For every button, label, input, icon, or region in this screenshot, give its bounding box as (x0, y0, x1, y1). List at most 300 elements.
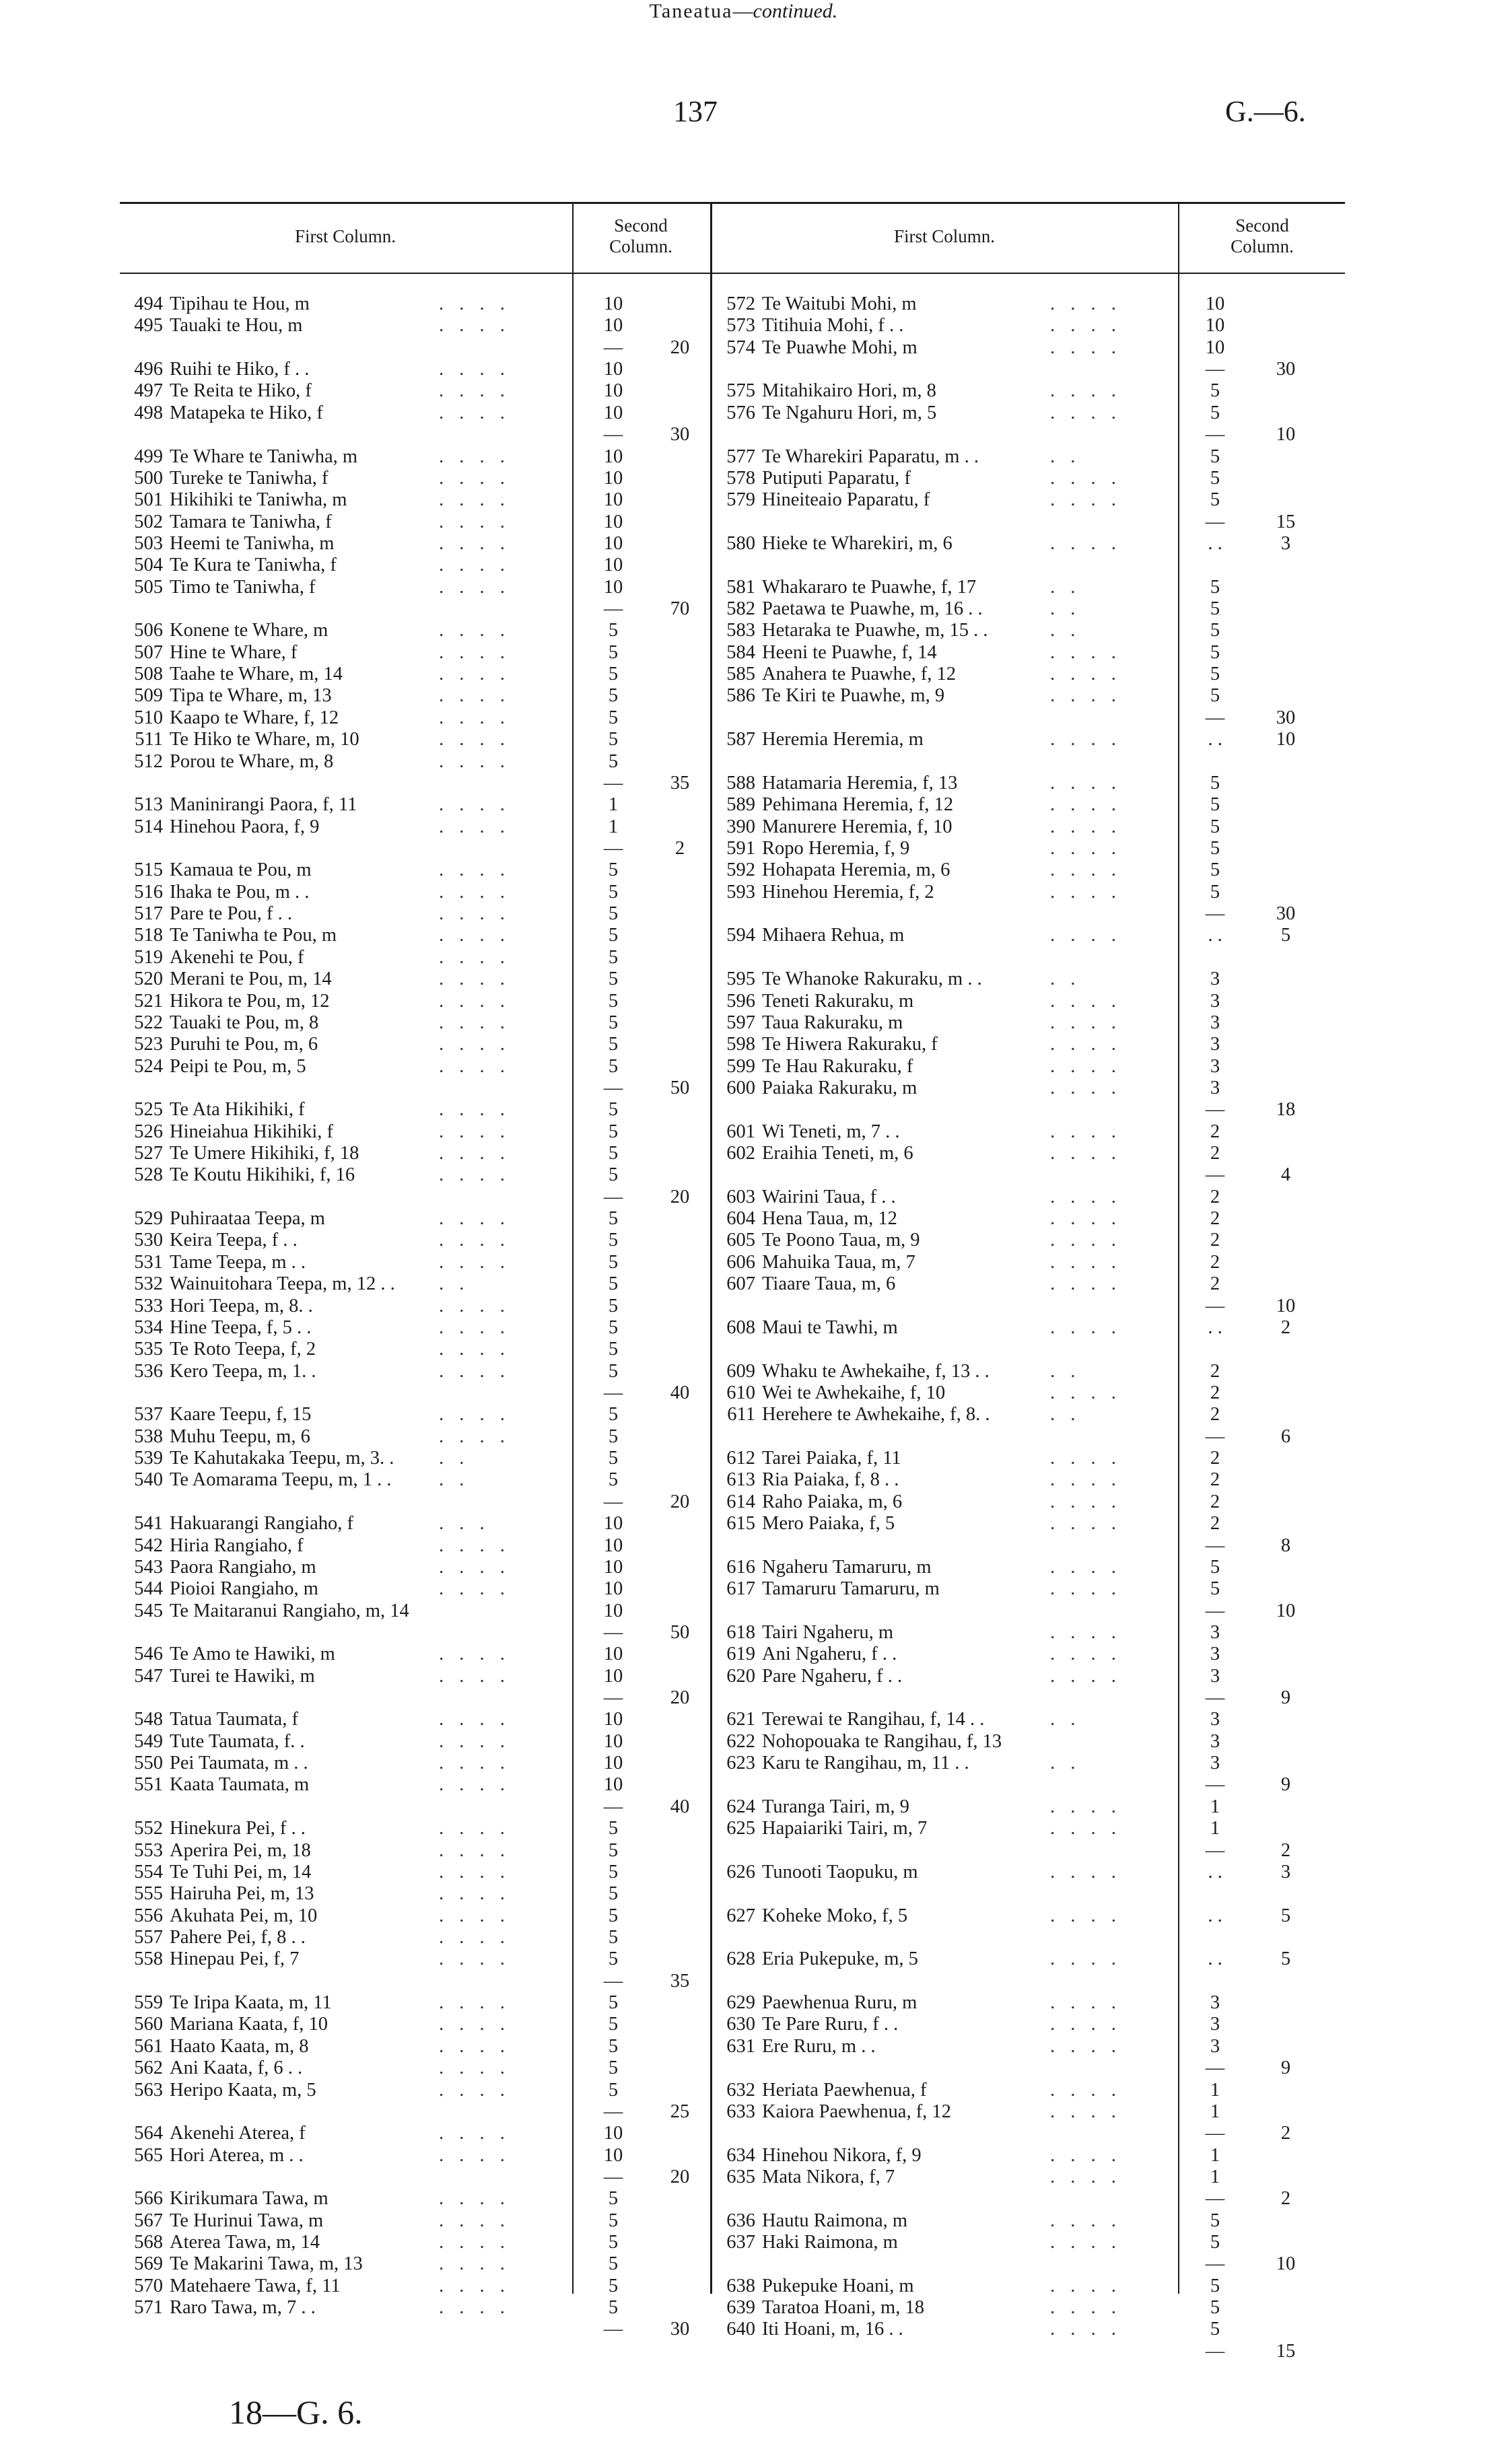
leader-dots: . . . . (1050, 2275, 1121, 2296)
entry-name: Aterea Tawa, m, 14 (170, 2232, 320, 2253)
first-column-value: 1 (608, 794, 619, 816)
table-row (714, 1208, 1313, 1230)
entry-name: Ngaheru Tamaruru, m (762, 1556, 932, 1578)
leader-dots: . . . . (439, 620, 510, 641)
subtotal-row (121, 838, 707, 859)
subtotal-row (121, 337, 707, 359)
entry-name: Kaare Teepu, f, 15 (170, 1404, 312, 1425)
leader-dots: . . . . (439, 2232, 510, 2253)
entry-number: 539 (134, 1448, 163, 1469)
first-column-value: 2 (1210, 1208, 1220, 1230)
entry-number: 602 (726, 1143, 755, 1164)
entry-name: Pukepuke Hoani, m (762, 2275, 914, 2296)
first-column-value: 5 (1210, 576, 1220, 598)
leader-dots: . . . . (439, 750, 510, 772)
entry-number: 495 (134, 315, 163, 337)
table-row (714, 1644, 1313, 1665)
entry-name: Ani Kaata, f, 6 . . (170, 2057, 303, 2079)
first-column-value: 5 (608, 1360, 619, 1382)
entry-name: Raho Paiaka, m, 6 (762, 1491, 903, 1512)
table-row (121, 1709, 707, 1730)
first-column-value: 10 (603, 402, 623, 423)
leader-dots: . . . . (439, 1753, 510, 1774)
first-column-value: 5 (608, 1425, 619, 1447)
entry-name: Puruhi te Pou, m, 6 (170, 1034, 318, 1055)
entry-number: 621 (726, 1709, 755, 1730)
leader-dots: . . . . (1050, 1273, 1121, 1295)
first-column-value: 5 (608, 2253, 619, 2275)
entry-number: 623 (726, 1753, 755, 1774)
first-column-value: . . (1208, 1905, 1222, 1926)
subtotal-row (714, 903, 1313, 925)
second-column-value: 2 (1280, 1839, 1291, 1861)
entry-name: Taratoa Hoani, m, 18 (762, 2297, 924, 2319)
spacer-row (714, 751, 1313, 773)
entry-name: Kamaua te Pou, m (170, 859, 312, 881)
first-column-value: 5 (1210, 2319, 1220, 2340)
second-column-value: 9 (1280, 1774, 1291, 1796)
leader-dots: . . . . (1050, 1513, 1121, 1535)
first-column-value: 3 (1210, 990, 1220, 1012)
entry-number: 631 (726, 2035, 755, 2057)
second-column-value: 5 (1280, 1948, 1291, 1970)
first-column-value: 5 (608, 925, 619, 946)
entry-number: 570 (134, 2275, 163, 2296)
entry-name: Hiria Rangiaho, f (170, 1535, 304, 1556)
subtotal-dash: — (603, 838, 623, 859)
entry-name: Whaku te Awhekaihe, f, 13 . . (762, 1360, 990, 1382)
leader-dots: . . . . (439, 729, 510, 750)
table-row (121, 1883, 707, 1905)
leader-dots: . . . . (1050, 2319, 1121, 2340)
entry-name: Mariana Kaata, f, 10 (170, 2014, 328, 2035)
table-row (121, 685, 707, 707)
entry-number: 519 (134, 946, 163, 968)
entry-number: 504 (134, 555, 163, 576)
leader-dots: . . . . (439, 990, 510, 1012)
table-row (121, 903, 707, 925)
second-column-value: 30 (670, 2319, 690, 2340)
entry-number: 586 (726, 685, 755, 707)
table-row (714, 1513, 1313, 1535)
leader-dots: . . . . (439, 446, 510, 467)
entry-name: Te Iripa Kaata, m, 11 (170, 1992, 332, 2014)
leader-dots: . . . . (1050, 1208, 1121, 1230)
table-row (714, 533, 1313, 555)
entry-number: 625 (726, 1818, 755, 1839)
entry-name: Raro Tawa, m, 7 . . (170, 2297, 316, 2319)
entry-name: Tatua Taumata, f (170, 1709, 298, 1730)
entry-name: Koheke Moko, f, 5 (762, 1905, 908, 1926)
second-column-value: 15 (1276, 511, 1296, 532)
table-row (714, 1469, 1313, 1491)
leader-dots: . . . (439, 1513, 490, 1535)
table-row (714, 1034, 1313, 1055)
entry-name: Paetawa te Puawhe, m, 16 . . (762, 598, 983, 620)
second-column-value: 2 (1280, 2188, 1291, 2210)
leader-dots: . . . . (439, 1644, 510, 1665)
second-column-value: 20 (670, 1186, 690, 1207)
entry-number: 509 (134, 685, 163, 707)
first-column-value: 10 (603, 293, 623, 314)
table-row (714, 794, 1313, 816)
leader-dots: . . . . (439, 685, 510, 707)
first-column-value: 5 (608, 664, 619, 685)
leader-dots: . . . . (439, 511, 510, 532)
spacer-row (714, 555, 1313, 576)
table-row (121, 707, 707, 729)
table-row (714, 1992, 1313, 2014)
table-row (714, 1557, 1313, 1578)
table-row (121, 1774, 707, 1796)
subtotal-row (714, 2057, 1313, 2079)
entry-number: 592 (726, 859, 755, 881)
first-column-value: 10 (603, 576, 623, 598)
left-second-header-line2: Column. (609, 236, 672, 256)
first-column-value: 5 (608, 1316, 619, 1338)
table-row (714, 1382, 1313, 1404)
first-column-value: 5 (608, 2188, 619, 2210)
entry-name: Kaapo te Whare, f, 12 (170, 707, 339, 728)
leader-dots: . . . . (439, 380, 510, 402)
leader-dots: . . . . (439, 1251, 510, 1273)
first-column-value: 5 (1210, 838, 1220, 859)
table-row (714, 816, 1313, 838)
entry-number: 499 (134, 446, 163, 467)
table-row (714, 1056, 1313, 1078)
table-row (121, 991, 707, 1012)
entry-name: Tiaare Taua, m, 6 (762, 1273, 896, 1295)
entry-name: Terewai te Rangihau, f, 14 . . (762, 1709, 985, 1730)
table-top-rule (120, 202, 1345, 204)
entry-name: Hautu Raimona, m (762, 2210, 908, 2231)
entry-number: 552 (134, 1818, 163, 1839)
first-column-value: 10 (603, 1774, 623, 1796)
first-column-value: 5 (608, 1448, 619, 1469)
entry-number: 569 (134, 2253, 163, 2275)
entry-number: 547 (134, 1665, 163, 1687)
first-column-value: 2 (1210, 1360, 1220, 1382)
entry-number: 581 (726, 576, 755, 598)
entry-number: 520 (134, 969, 163, 990)
leader-dots: . . . . (1050, 1644, 1121, 1665)
leader-dots: . . (1050, 576, 1081, 598)
entry-number: 593 (726, 881, 755, 903)
table-row (714, 446, 1313, 468)
first-column-value: 5 (608, 1251, 619, 1273)
table-row (714, 1731, 1313, 1753)
entry-name: Pehimana Heremia, f, 12 (762, 794, 954, 816)
table-row (121, 2123, 707, 2144)
entry-name: Tauaki te Hou, m (170, 315, 303, 337)
entry-name: Tureke te Taniwha, f (170, 467, 328, 489)
leader-dots: . . . . (1050, 925, 1121, 946)
first-column-value: 3 (1210, 1055, 1220, 1077)
entry-number: 571 (134, 2297, 163, 2319)
table-row (714, 1796, 1313, 1818)
second-column-value: 15 (1276, 2340, 1296, 2362)
table-row (121, 642, 707, 664)
table-row (121, 969, 707, 990)
first-column-value: 10 (603, 1600, 623, 1621)
entry-number: 584 (726, 641, 755, 663)
leader-dots: . . . . (439, 794, 510, 816)
leader-dots: . . . . (1050, 1905, 1121, 1926)
leader-dots: . . . . (1050, 2014, 1121, 2035)
first-column-value: 5 (608, 1404, 619, 1425)
leader-dots: . . . . (439, 1556, 510, 1578)
subtotal-row (714, 707, 1313, 729)
subtotal-row (121, 773, 707, 794)
entry-name: Tipihau te Hou, m (170, 293, 310, 314)
first-column-value: 5 (1210, 2275, 1220, 2296)
table-row (121, 1862, 707, 1883)
leader-dots: . . . . (1050, 685, 1121, 707)
leader-dots: . . . . (1050, 990, 1121, 1012)
page-number: 137 (673, 95, 718, 128)
first-column-value: 2 (1210, 1273, 1220, 1295)
leader-dots: . . . . (1050, 2166, 1121, 2187)
entry-number: 583 (726, 620, 755, 641)
entry-number: 566 (134, 2188, 163, 2210)
first-column-value: 5 (608, 2232, 619, 2253)
entry-name: Te Koutu Hikihiki, f, 16 (170, 1164, 355, 1186)
leader-dots: . . . . (439, 1709, 510, 1730)
leader-dots: . . (1050, 969, 1081, 990)
entry-name: Hine Teepa, f, 5 . . (170, 1316, 312, 1338)
first-column-value: 1 (1210, 1818, 1220, 1839)
leader-dots: . . . . (439, 2210, 510, 2231)
first-column-value: 5 (1210, 794, 1220, 816)
leader-dots: . . . . (439, 1665, 510, 1687)
first-column-value: 5 (608, 2275, 619, 2296)
leader-dots: . . . . (439, 1099, 510, 1121)
entry-number: 578 (726, 467, 755, 489)
subtotal-row (714, 1535, 1313, 1557)
table-row (714, 1905, 1313, 1927)
second-column-value: 18 (1276, 1099, 1296, 1121)
second-column-value: 10 (1276, 1295, 1296, 1316)
first-column-value: 3 (1210, 1992, 1220, 2014)
table-row (121, 402, 707, 424)
entry-number: 530 (134, 1230, 163, 1251)
subtotal-row (121, 1687, 707, 1709)
table-row (121, 1644, 707, 1665)
subtotal-dash: — (1205, 2340, 1225, 2362)
entry-name: Te Wharekiri Paparatu, m . . (762, 446, 979, 467)
subtotal-row (714, 1426, 1313, 1448)
first-column-value: 2 (1210, 1230, 1220, 1251)
second-column-value: 30 (1276, 903, 1296, 925)
subtotal-row (714, 1164, 1313, 1186)
table-row (121, 1164, 707, 1186)
leader-dots: . . . . (439, 1425, 510, 1447)
first-column-value: 5 (608, 1055, 619, 1077)
table-row (714, 337, 1313, 359)
entry-number: 506 (134, 620, 163, 641)
entry-name: Taahe te Whare, m, 14 (170, 664, 343, 685)
first-column-value: 3 (1210, 1012, 1220, 1033)
entry-name: Te Tuhi Pei, m, 14 (170, 1861, 312, 1882)
entry-number: 600 (726, 1077, 755, 1098)
first-column-value: 10 (603, 1644, 623, 1665)
second-column-value: 9 (1280, 1687, 1291, 1709)
leader-dots: . . . . (439, 1055, 510, 1077)
entry-number: 510 (134, 707, 163, 728)
table-row (714, 2101, 1313, 2123)
entry-number: 636 (726, 2210, 755, 2231)
leader-dots: . . . . (439, 1404, 510, 1425)
entry-number: 582 (726, 598, 755, 620)
document-reference: G.—6. (1225, 95, 1306, 128)
first-column-value: 5 (608, 2057, 619, 2079)
entry-name: Paiaka Rakuraku, m (762, 1077, 918, 1098)
second-column-value: 20 (670, 1491, 690, 1512)
first-column-value: 5 (608, 1273, 619, 1295)
entry-number: 494 (134, 293, 163, 314)
first-column-value: 5 (608, 1230, 619, 1251)
first-column-value: 5 (608, 620, 619, 641)
subtotal-dash: — (603, 1491, 623, 1512)
leader-dots: . . . . (439, 2275, 510, 2296)
table-row (714, 2319, 1313, 2340)
entry-name: Tunooti Taopuku, m (762, 1861, 918, 1882)
entry-name: Te Hiko te Whare, m, 10 (170, 729, 359, 750)
table-row (121, 947, 707, 969)
entry-name: Te Pare Ruru, f . . (762, 2014, 899, 2035)
entry-number: 617 (726, 1578, 755, 1600)
entry-number: 609 (726, 1360, 755, 1382)
entry-number: 598 (726, 1034, 755, 1055)
entry-name: Wi Teneti, m, 7 . . (762, 1121, 900, 1142)
leader-dots: . . . . (1050, 1012, 1121, 1033)
leader-dots: . . (1050, 620, 1081, 641)
leader-dots: . . . . (1050, 1491, 1121, 1512)
table-row (121, 1208, 707, 1230)
entry-name: Te Kiri te Puawhe, m, 9 (762, 685, 945, 707)
entry-number: 614 (726, 1491, 755, 1512)
first-column-value: 5 (608, 1164, 619, 1186)
table-row (714, 2232, 1313, 2253)
spacer-row (714, 1883, 1313, 1905)
second-column-value: 35 (670, 1970, 690, 1992)
second-column-value: 20 (670, 2166, 690, 2187)
leader-dots: . . . . (439, 1012, 510, 1033)
first-column-value: 5 (608, 750, 619, 772)
first-column-value: 5 (608, 2014, 619, 2035)
first-column-value: 5 (1210, 881, 1220, 903)
entry-number: 543 (134, 1556, 163, 1578)
table-row (121, 1535, 707, 1557)
first-column-value: 5 (1210, 489, 1220, 511)
first-column-value: 2 (1210, 1143, 1220, 1164)
entry-name: Pahere Pei, f, 8 . . (170, 1927, 306, 1948)
entry-name: Te Whanoke Rakuraku, m . . (762, 969, 982, 990)
entry-number: 610 (726, 1382, 755, 1403)
table-row (714, 1143, 1313, 1164)
second-column-value: 20 (670, 1687, 690, 1709)
first-column-value: 5 (608, 1143, 619, 1164)
running-title-name: Taneatua (649, 0, 733, 22)
leader-dots: . . . . (439, 1730, 510, 1752)
entry-number: 585 (726, 664, 755, 685)
entry-name: Mero Paiaka, f, 5 (762, 1513, 895, 1535)
first-column-value: 5 (608, 881, 619, 903)
entry-name: Hinehou Heremia, f, 2 (762, 881, 934, 903)
table-row (121, 1905, 707, 1927)
first-column-value: 1 (1210, 2079, 1220, 2101)
first-column-value: 1 (1210, 1796, 1220, 1817)
entry-name: Kaiora Paewhenua, f, 12 (762, 2101, 951, 2122)
subtotal-row (121, 1796, 707, 1818)
leader-dots: . . . . (1050, 1665, 1121, 1687)
leader-dots: . . . . (1050, 1251, 1121, 1273)
leader-dots: . . . . (439, 1927, 510, 1948)
entry-name: Heemi te Taniwha, m (170, 532, 335, 554)
entry-name: Peipi te Pou, m, 5 (170, 1055, 306, 1077)
entry-name: Tamara te Taniwha, f (170, 511, 332, 532)
entry-name: Porou te Whare, m, 8 (170, 750, 334, 772)
leader-dots: . . . . (1050, 2232, 1121, 2253)
entry-number: 503 (134, 532, 163, 554)
leader-dots: . . . . (439, 2035, 510, 2057)
entry-number: 608 (726, 1316, 755, 1338)
leader-dots: . . . . (1050, 489, 1121, 511)
table-row (714, 773, 1313, 794)
first-column-value: 2 (1210, 1513, 1220, 1535)
spacer-row (714, 1927, 1313, 1948)
first-column-value: 10 (603, 2144, 623, 2166)
first-column-value: 5 (608, 1295, 619, 1316)
entry-number: 542 (134, 1535, 163, 1556)
leader-dots: . . . . (439, 1861, 510, 1882)
first-column-value: 2 (1210, 1491, 1220, 1512)
table-row (121, 1143, 707, 1164)
entry-number: 576 (726, 402, 755, 423)
subtotal-row (121, 2101, 707, 2123)
table-row (714, 664, 1313, 685)
first-column-value: 5 (1210, 380, 1220, 402)
entry-name: Turanga Tairi, m, 9 (762, 1796, 909, 1817)
entry-name: Ria Paiaka, f, 8 . . (762, 1469, 899, 1491)
subtotal-row (714, 1099, 1313, 1121)
subtotal-row (121, 1971, 707, 1992)
entry-number: 538 (134, 1425, 163, 1447)
entry-name: Hetaraka te Puawhe, m, 15 . . (762, 620, 988, 641)
first-column-value: 2 (1210, 1448, 1220, 1469)
entry-name: Tame Teepa, m . . (170, 1251, 306, 1273)
leader-dots: . . . . (439, 1839, 510, 1861)
entry-number: 594 (726, 925, 755, 946)
entry-number: 549 (134, 1730, 163, 1752)
entry-name: Herehere te Awhekaihe, f, 8. . (762, 1404, 990, 1425)
entry-number: 515 (134, 859, 163, 881)
leader-dots: . . (1050, 446, 1081, 467)
first-column-value: 3 (1210, 1077, 1220, 1098)
entry-name: Kaata Taumata, m (170, 1774, 310, 1796)
table-row (121, 859, 707, 881)
table-row (714, 1622, 1313, 1644)
leader-dots: . . . . (1050, 859, 1121, 881)
table-row (714, 1317, 1313, 1339)
entry-number: 629 (726, 1992, 755, 2014)
second-column-value: 10 (1276, 2253, 1296, 2275)
leader-dots: . . . . (1050, 532, 1121, 554)
entry-name: Eraihia Teneti, m, 6 (762, 1143, 913, 1164)
subtotal-dash: — (1205, 1687, 1225, 1709)
entry-number: 580 (726, 532, 755, 554)
entry-name: Merani te Pou, m, 14 (170, 969, 332, 990)
